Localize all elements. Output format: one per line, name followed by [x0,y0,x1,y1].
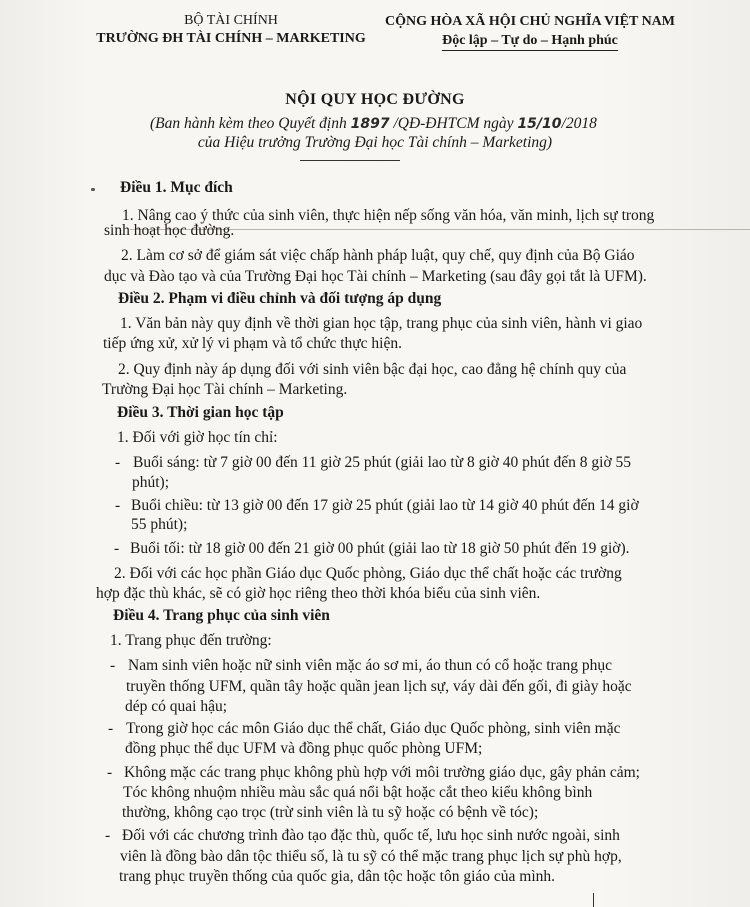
national-header [360,12,700,51]
body-line: Đối với các chương trình đào tạo đặc thù, quốc tế, lưu học sinh nước ngoài, sinh [122,827,620,844]
body-line: 2. Làm cơ sở để giám sát việc chấp hành pháp luật, quy chế, quy định của Bộ Giáo [121,247,635,264]
subtitle-prefix: (Ban hành kèm theo Quyết định [150,115,347,132]
country-name: CỘNG HÒA XÃ HỘI CHỦ NGHĨA VIỆT NAM [384,14,675,29]
article-2-heading: Điều 2. Phạm vi điều chỉnh và đối tượng áp dụng [118,290,442,307]
body-line: Buổi sáng: từ 7 giờ 00 đến 11 giờ 25 phút (giải lao từ 8 giờ 40 phút đến 8 giờ 55 [133,454,632,471]
body-line: sinh hoạt học đường. [104,222,235,239]
subtitle-divider [300,160,400,161]
body-line: 1. Đối với giờ học tín chỉ: [117,429,278,446]
document-subtitle-line1 [150,115,597,133]
document-title: NỘI QUY HỌC ĐƯỜNG [285,91,465,108]
body-line: dép có quai hậu; [125,698,228,715]
body-line: Buổi chiều: từ 13 giờ 00 đến 17 giờ 25 phút (giải lao từ 14 giờ 40 phút đến 14 giờ [131,497,639,514]
document-subtitle-line2: của Hiệu trưởng Trường Đại học Tài chính – Marketing) [197,134,553,151]
list-dash: - [107,764,113,781]
body-line: hợp đặc thù khác, sẽ có giờ học riêng theo thời khóa biểu của sinh viên. [96,585,541,602]
article-4-heading: Điều 4. Trang phục của sinh viên [113,607,330,624]
body-line: 2. Quy định này áp dụng đối với sinh viên bậc đại học, cao đẳng hệ chính quy của [118,361,627,378]
scan-dot [91,188,95,191]
list-dash: - [114,540,120,557]
article-1-heading: Điều 1. Mục đích [120,179,233,196]
body-line: thường, không cạo trọc (trừ sinh viên là tu sỹ hoặc có bệnh về tóc); [122,804,539,821]
list-dash: - [105,827,111,844]
body-line: 2. Đối với các học phần Giáo dục Quốc phòng, Giáo dục thể chất hoặc các trường [114,565,622,582]
list-dash: - [108,720,114,737]
national-motto: Độc lập – Tự do – Hạnh phúc [442,31,618,51]
body-line: dục và Đào tạo và của Trường Đại học Tài chính – Marketing (sau đây gọi tắt là UFM). [104,268,647,285]
body-line: phút); [132,474,170,491]
body-line: tiếp ứng xử, xử lý vi phạm và tổ chức thực hiện. [103,335,402,352]
body-line: Không mặc các trang phục không phù hợp với môi trường giáo dục, gây phản cảm; [124,764,640,781]
body-line: Tóc không nhuộm nhiều màu sắc quá nổi bật hoặc cắt theo kiểu không bình [123,784,593,801]
scan-edge-mark [593,893,594,907]
handwritten-decision-number: 1897 [350,116,390,132]
body-line: 1. Nâng cao ý thức của sinh viên, thực hiện nếp sống văn hóa, văn minh, lịch sự trong [122,207,655,224]
article-3-heading: Điều 3. Thời gian học tập [117,404,284,421]
body-line: Trong giờ học các môn Giáo dục thể chất, Giáo dục Quốc phòng, sinh viên mặc [126,720,621,737]
body-line: Nam sinh viên hoặc nữ sinh viên mặc áo sơ mi, áo thun có cổ hoặc trang phục [128,657,613,674]
ministry-name: BỘ TÀI CHÍNH [184,13,278,28]
handwritten-decision-date: 15/10 [517,116,562,132]
list-dash: - [115,497,121,514]
list-dash: - [110,657,116,674]
body-line: truyền thống UFM, quần tây hoặc quần jean lịch sự, váy dài đến gối, đi giày hoặc [126,678,632,695]
subtitle-middle: /QĐ-ĐHTCM ngày [393,115,514,132]
body-line: viên là đồng bào dân tộc thiểu số, là tu sỹ có thể mặc trang phục lịch sự phù hợp, [120,848,622,865]
issuing-organization [86,12,376,48]
body-line: đồng phục thể dục UFM và đồng phục quốc phòng UFM; [125,740,483,757]
school-name: TRƯỜNG ĐH TÀI CHÍNH – MARKETING [96,31,366,46]
body-line: 55 phút); [131,516,188,533]
body-line: trang phục truyền thống của quốc gia, dân tộc hoặc tôn giáo của mình. [119,868,556,885]
body-line: 1. Văn bản này quy định về thời gian học tập, trang phục của sinh viên, hành vi giao [120,315,643,332]
body-line: Trường Đại học Tài chính – Marketing. [102,381,348,398]
body-line: 1. Trang phục đến trường: [110,632,272,649]
subtitle-year: /2018 [561,115,597,132]
list-dash: - [115,454,121,471]
body-line: Buổi tối: từ 18 giờ 00 đến 21 giờ 00 phút (giải lao từ 18 giờ 50 phút đến 19 giờ). [130,540,630,557]
